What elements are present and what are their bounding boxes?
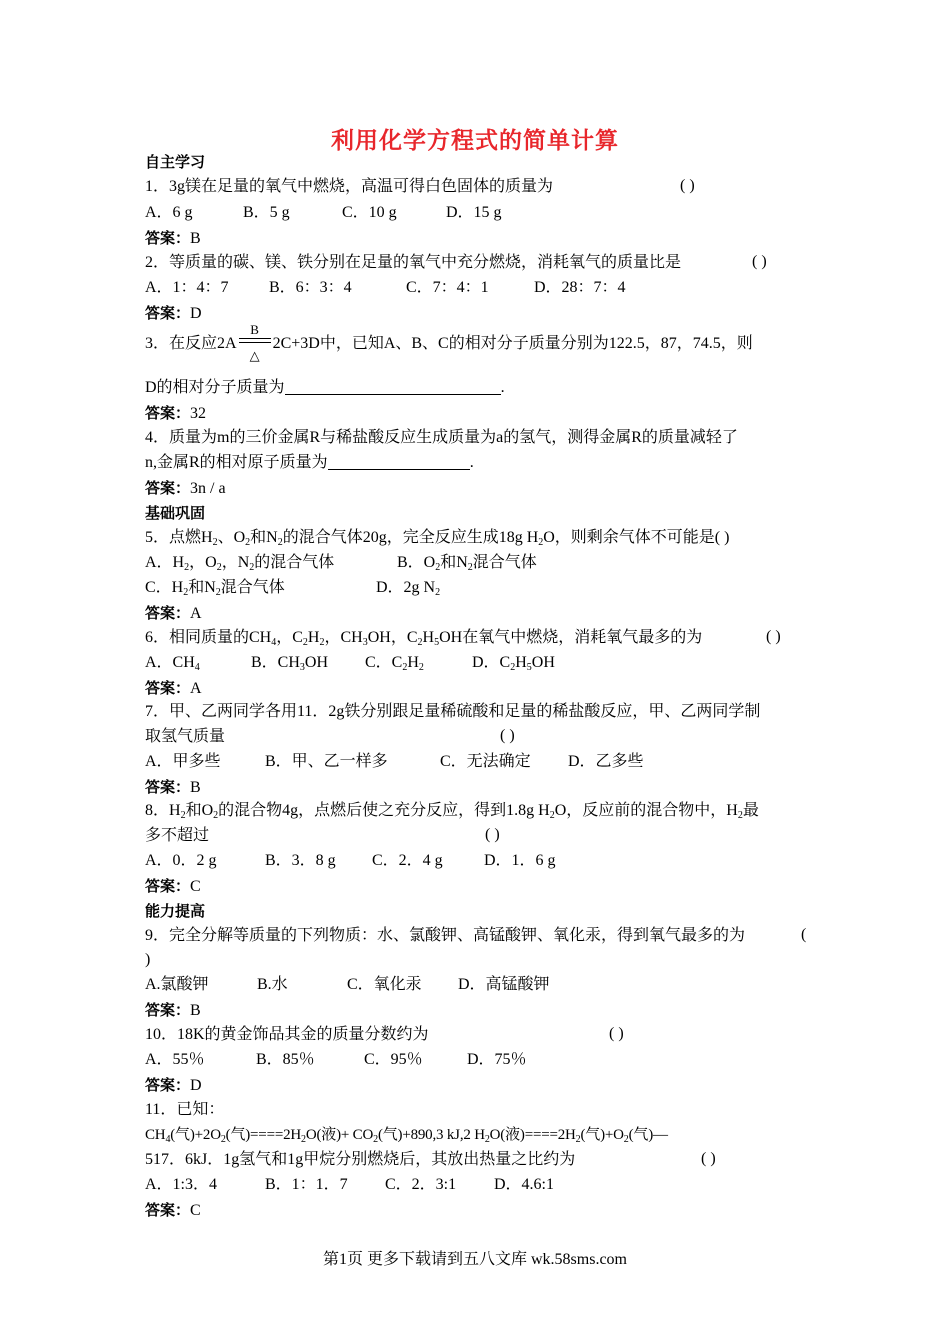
q4-prompt: n,金属R的相对原子质量为 — [145, 454, 328, 471]
q7-option-b: B．甲、乙一样多 — [265, 753, 388, 770]
q4-answer — [145, 478, 226, 499]
q3-prompt: D的相对分子质量为 — [145, 379, 285, 396]
q6-paren: ( ) — [766, 628, 781, 645]
q6-answer — [145, 678, 202, 699]
q2-option-a: A．1：4：7 — [145, 279, 229, 296]
q5-stem: 5．点燃$H_2$、$O_2$和$N_2$的混合气体20g，完全反应生成18g $H_2O$，则剩余气体不可能是( ) — [145, 529, 730, 548]
answer-value: B — [190, 1002, 201, 1019]
q5-answer — [145, 603, 202, 624]
page-title: 利用化学方程式的简单计算 — [331, 128, 619, 153]
q2-option-d: D．28：7：4 — [534, 279, 626, 296]
answer-label: 答案： — [145, 1201, 191, 1219]
answer-value: A — [190, 680, 202, 697]
q11-option-a: A．1:3．4 — [145, 1176, 218, 1193]
q11-option-b: B．1：1．7 — [265, 1176, 348, 1193]
q2-option-b: B．6：3：4 — [269, 279, 352, 296]
q4-line1: 4．质量为m的三价金属R与稀盐酸反应生成质量为a的氢气，测得金属R的质量减轻了 — [145, 429, 738, 446]
q1-option-c: C．10 g — [342, 204, 397, 221]
q6-option-c: C．$C_2H_2$ — [365, 654, 424, 673]
answer-label: 答案： — [145, 304, 191, 322]
q2-answer — [145, 303, 202, 324]
answer-value: 32 — [190, 405, 207, 422]
q8-answer — [145, 876, 201, 897]
answer-label: 答案： — [145, 679, 191, 697]
q8-option-a: A．0．2 g — [145, 852, 217, 869]
q11-line1: 11．已知： — [145, 1101, 225, 1118]
q9-option-a: A.氯酸钾 — [145, 976, 209, 993]
q10-paren: ( ) — [609, 1025, 624, 1042]
q9-line1: 9．完全分解等质量的下列物质：水、氯酸钾、高锰酸钾、氧化汞，得到氧气最多的为 — [145, 927, 746, 944]
q8-line1: 8．$H_2$和$O_2$的混合物4g，点燃后使之充分反应，得到1.8g $H_2O$，反应前的混合物中，$H_2$最 — [145, 802, 759, 821]
q7-option-a: A．甲多些 — [145, 753, 221, 770]
q1-option-b: B．5 g — [243, 204, 290, 221]
q7-paren: ( ) — [500, 727, 515, 744]
q8-option-b: B．3．8 g — [265, 852, 336, 869]
q6-option-d: D．$C_2H_5OH$ — [472, 654, 555, 673]
q10-option-b: B．85％ — [256, 1051, 315, 1068]
answer-label: 答案： — [145, 1001, 191, 1019]
q5-option-b: B．$O_2$和$N_2$混合气体 — [397, 554, 537, 573]
q10-option-c: C．95％ — [364, 1051, 423, 1068]
q2-option-c: C．7：4：1 — [406, 279, 489, 296]
answer-value: A — [190, 605, 202, 622]
answer-value: B — [190, 779, 201, 796]
q1-option-a: A．6 g — [145, 204, 193, 221]
q7-line2: 取氢气质量 — [145, 728, 226, 745]
q9-option-b: B.水 — [257, 976, 288, 993]
q5-option-a: A．$H_2$，$O_2$，$N_2$的混合气体 — [145, 554, 335, 573]
answer-value: D — [190, 305, 202, 322]
answer-value: D — [190, 1077, 202, 1094]
q10-option-d: D．75％ — [467, 1051, 527, 1068]
q3-line2 — [145, 378, 505, 398]
q11-equation: $CH_4$(气)$+2O_2$(气)$====2H_2O$(液)+ $CO_2$(气)+890,3 kJ,2 $H_2O$(液)$====2H_2$(气)$+O_2$(气)— — [145, 1127, 668, 1145]
q7-option-c: C．无法确定 — [440, 753, 531, 770]
section-heading: 能力提高 — [145, 902, 206, 920]
q11-line3: 517．6kJ．1g氢气和1g甲烷分别燃烧后，其放出热量之比约为 — [145, 1151, 576, 1168]
section-heading: 自主学习 — [145, 153, 206, 171]
q9-option-c: C．氧化汞 — [347, 976, 422, 993]
reaction-condition — [237, 322, 273, 363]
q8-paren: ( ) — [485, 826, 500, 843]
equals-line — [239, 342, 271, 343]
answer-value: C — [190, 878, 201, 895]
q8-option-c: C．2．4 g — [372, 852, 443, 869]
q11-paren: ( ) — [701, 1150, 716, 1167]
q3-post: 2C+3D中，已知A、B、C的相对分子质量分别为122.5，87，74.5，则 — [272, 335, 753, 352]
q1-answer — [145, 228, 201, 249]
q9-paren-open: ( — [801, 926, 807, 943]
q10-stem: 10．18K的黄金饰品其金的质量分数约为 — [145, 1026, 429, 1043]
q6-option-a: A．$CH_4$ — [145, 654, 200, 673]
answer-label: 答案： — [145, 404, 191, 422]
q7-option-d: D．乙多些 — [568, 753, 644, 770]
q8-option-d: D．1．6 g — [484, 852, 556, 869]
answer-value: 3n / a — [190, 480, 226, 497]
q1-paren: ( ) — [680, 177, 695, 194]
answer-value: B — [190, 230, 201, 247]
condition-top: B — [250, 322, 259, 337]
q2-paren: ( ) — [752, 253, 767, 270]
section-heading: 基础巩固 — [145, 504, 206, 522]
page-footer: 第1页 更多下载请到五八文库 wk.58sms.com — [322, 1251, 627, 1268]
blank-line — [285, 378, 501, 395]
q11-option-d: D．4.6:1 — [494, 1176, 555, 1193]
answer-label: 答案： — [145, 1076, 191, 1094]
answer-value: C — [190, 1202, 201, 1219]
answer-label: 答案： — [145, 604, 191, 622]
answer-label: 答案： — [145, 877, 191, 895]
q3-line1 — [145, 322, 753, 363]
q9-line2: ) — [145, 951, 151, 968]
answer-label: 答案： — [145, 778, 191, 796]
q6-option-b: B．$CH_3OH$ — [251, 654, 329, 673]
q8-line2: 多不超过 — [145, 827, 210, 844]
answer-label: 答案： — [145, 229, 191, 247]
q3-end: . — [500, 379, 505, 396]
q4-line2 — [145, 453, 474, 473]
q1-stem: 1．3g镁在足量的氧气中燃烧，高温可得白色固体的质量为 — [145, 178, 554, 195]
q5-option-c: C．$H_2$和$N_2$混合气体 — [145, 579, 285, 598]
blank-line — [328, 453, 470, 470]
q11-answer — [145, 1200, 201, 1221]
q6-stem: 6．相同质量的$CH_4$，$C_2H_2$，$CH_3OH$，$C_2H_5OH$在氧气中燃烧，消耗氧气最多的为 — [145, 629, 703, 648]
q9-answer — [145, 1000, 201, 1021]
condition-bottom: △ — [249, 348, 260, 363]
equals-line — [239, 338, 271, 339]
answer-label: 答案： — [145, 479, 191, 497]
q3-answer — [145, 403, 206, 424]
q9-option-d: D．高锰酸钾 — [458, 976, 550, 993]
q10-answer — [145, 1075, 202, 1096]
q3-pre: 3．在反应2A — [145, 335, 237, 352]
q7-line1: 7．甲、乙两同学各用11．2g铁分别跟足量稀硫酸和足量的稀盐酸反应，甲、乙两同学制 — [145, 703, 761, 720]
q11-option-c: C．2．3:1 — [385, 1176, 457, 1193]
q5-option-d: D．2g $N_2$ — [376, 579, 441, 598]
q2-stem: 2．等质量的碳、镁、铁分别在足量的氧气中充分燃烧，消耗氧气的质量比是 — [145, 254, 682, 271]
q1-option-d: D．15 g — [446, 204, 502, 221]
q4-end: . — [469, 454, 474, 471]
q10-option-a: A．55％ — [145, 1051, 205, 1068]
q7-answer — [145, 777, 201, 798]
